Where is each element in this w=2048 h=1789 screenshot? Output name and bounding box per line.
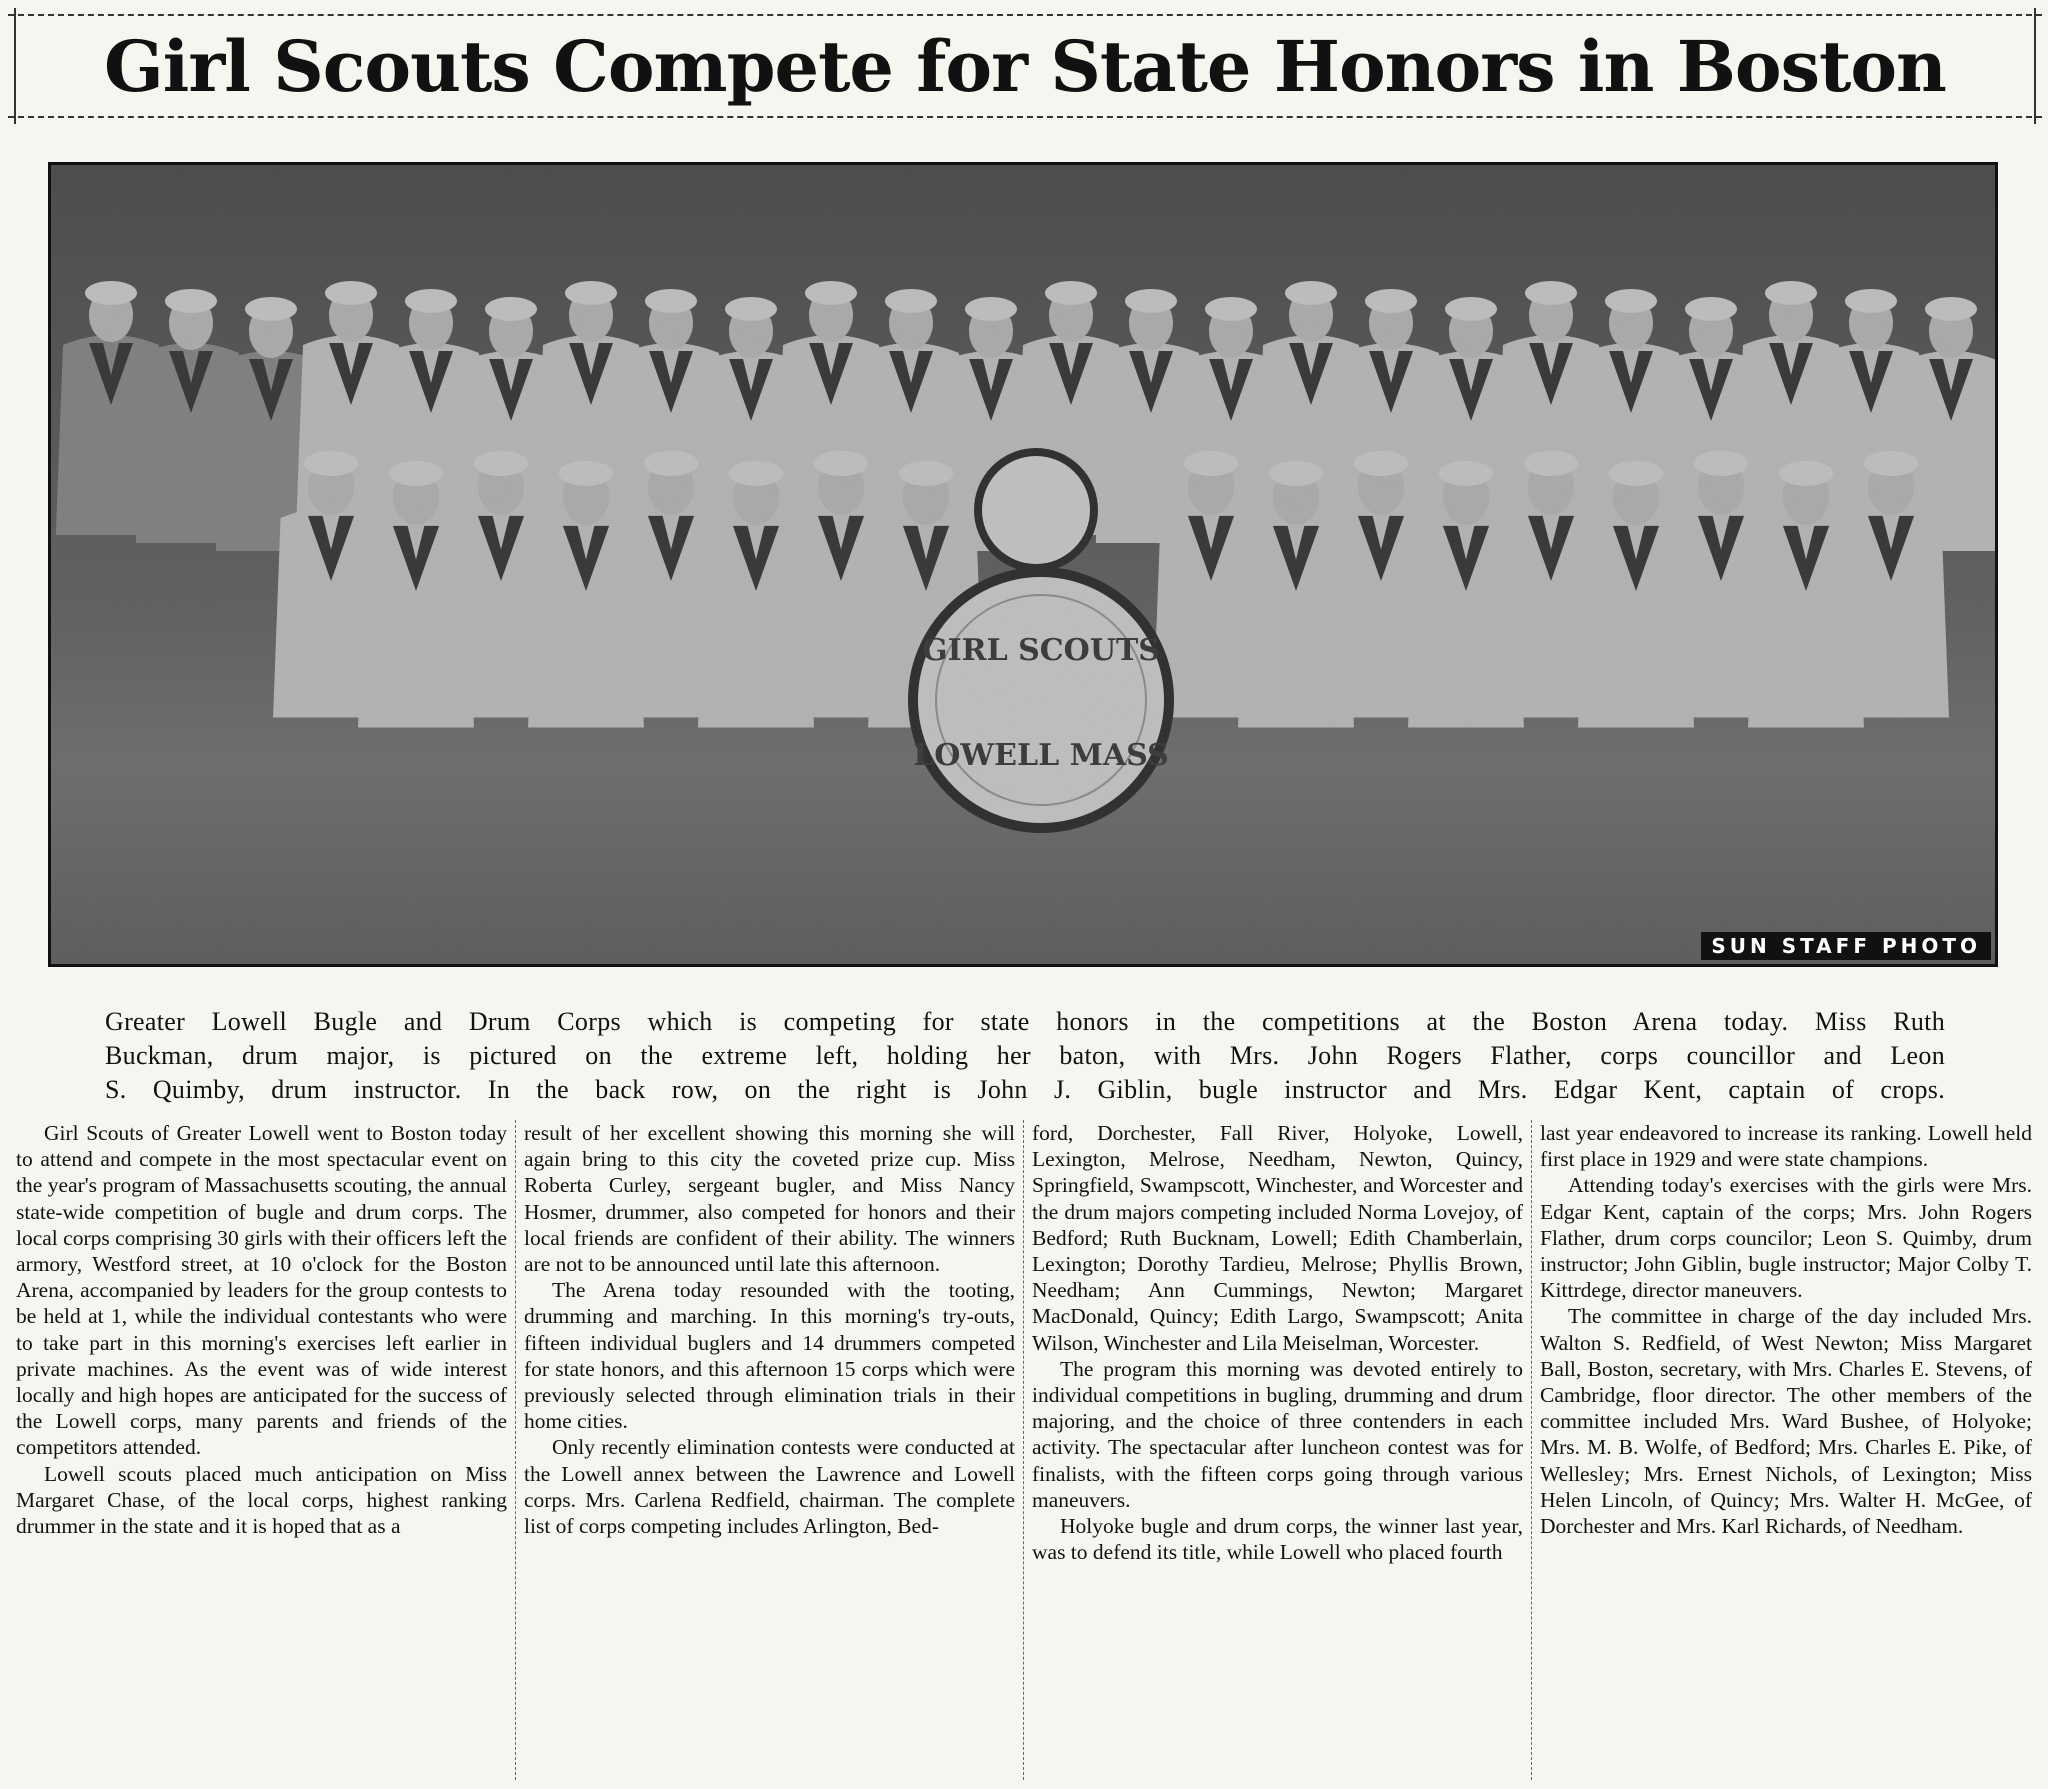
- paragraph: Only recently elimination contests were conducted at the Lowell annex between the Lawrence and Lowell corps. Mrs. Carlena Redfield, chairman. The complete list of corps competing includes Arlington, Bed-: [524, 1435, 1015, 1539]
- article-column-3: [1024, 1120, 1532, 1780]
- caption-line: S. Quimby, drum instructor. In the back row, on the right is John J. Giblin, bugle instructor and Mrs. Edgar Kent, captain of crops.: [105, 1075, 1945, 1104]
- group-photo: [48, 162, 1998, 967]
- paragraph: Holyoke bugle and drum corps, the winner last year, was to defend its title, while Lowell who placed fourth: [1032, 1514, 1523, 1565]
- paragraph: Attending today's exercises with the girls were Mrs. Edgar Kent, captain of the corps; Mrs. John Rogers Flather, drum corps councilor; Leon S. Quimby, drum instructor; John Giblin, bugle instructor; Major Colby T. Kittrdege, director maneuvers.: [1540, 1173, 2032, 1303]
- article-column-1: [8, 1120, 516, 1780]
- paragraph: result of her excellent showing this morning she will again bring to this city the coveted prize cup. Miss Roberta Curley, sergeant bugler, and Miss Nancy Hosmer, drummer, also competed for honors and their local friends are confident of their ability. The winners are not to be announced until late this afternoon.: [524, 1121, 1015, 1277]
- headline-frame: [8, 14, 2042, 118]
- paragraph: The committee in charge of the day included Mrs. Walton S. Redfield, of West Newton; Miss Margaret Ball, Boston, secretary, with Mrs. Charles E. Stevens, of Cambridge, floor director. The other members of the committee included Mrs. Ward Bushee, of Holyoke; Mrs. M. B. Wolfe, of Bedford; Mrs. Charles E. Pike, of Wellesley; Mrs. Ernest Nichols, of Lexington; Miss Helen Lincoln, of Quincy; Mrs. Walter H. McGee, of Dorchester and Mrs. Karl Richards, of Needham.: [1540, 1304, 2032, 1539]
- drum-label-bottom: LOWELL MASS: [913, 738, 1169, 773]
- article-column-2: [516, 1120, 1024, 1780]
- photo-credit: SUN STAFF PHOTO: [1701, 932, 1991, 960]
- headline: Girl Scouts Compete for State Honors in Boston: [104, 25, 1946, 108]
- paragraph: The program this morning was devoted entirely to individual competitions in bugling, drumming and drum majoring, and the choice of three contenders in each activity. The spectacular after luncheon contest was for finalists, with the fifteen corps going through various maneuvers.: [1032, 1356, 1523, 1512]
- caption-line: Greater Lowell Bugle and Drum Corps which is competing for state honors in the competitions at the Boston Arena today. Miss Ruth: [105, 1007, 1945, 1036]
- paragraph: Girl Scouts of Greater Lowell went to Boston today to attend and compete in the most spectacular event on the year's program of Massachusetts scouting, the annual state-wide competition of bugle and drum corps. The local corps comprising 30 girls with their officers left the armory, Westford street, at 10 o'clock for the Boston Arena, accompanied by leaders for the group contests to be held at 1, while the individual contestants who were to take part in this morning's exercises left earlier in private machines. As the event was of wide interest locally and high hopes are anticipated for the success of the Lowell corps, many parents and friends of the competitors attended.: [16, 1121, 507, 1460]
- article-columns: [8, 1120, 2043, 1780]
- caption-line: Buckman, drum major, is pictured on the extreme left, holding her baton, with Mrs. John Rogers Flather, corps councillor and Leon: [105, 1041, 1945, 1070]
- paragraph: Lowell scouts placed much anticipation on Miss Margaret Chase, of the local corps, highest ranking drummer in the state and it is hoped that as a: [16, 1461, 507, 1539]
- photo-illustration: [51, 165, 1995, 964]
- drum-label-top: GIRL SCOUTS: [922, 633, 1160, 668]
- paragraph: ford, Dorchester, Fall River, Holyoke, Lowell, Lexington, Melrose, Needham, Newton, Quincy, Springfield, Swampscott, Winchester, and Worcester and the drum majors competing included Norma Lovejoy, of Bedford; Ruth Bucknam, Lowell; Edith Chamberlain, Lexington; Dorothy Tardieu, Melrose; Phyllis Brown, Needham; Ann Cummings, Newton; Margaret MacDonald, Quincy; Edith Largo, Swampscott; Anita Wilson, Winchester and Lila Meiselman, Worcester.: [1032, 1121, 1523, 1355]
- paragraph: The Arena today resounded with the tooting, drumming and marching. In this morning's try-outs, fifteen individual buglers and 14 drummers competed for state honors, and this afternoon 15 corps which were previously selected through elimination trials in their home cities.: [524, 1278, 1015, 1434]
- photo-caption: [105, 1005, 1945, 1107]
- paragraph: last year endeavored to increase its ranking. Lowell held first place in 1929 and were state champions.: [1540, 1121, 2032, 1172]
- article-column-4: [1532, 1120, 2040, 1780]
